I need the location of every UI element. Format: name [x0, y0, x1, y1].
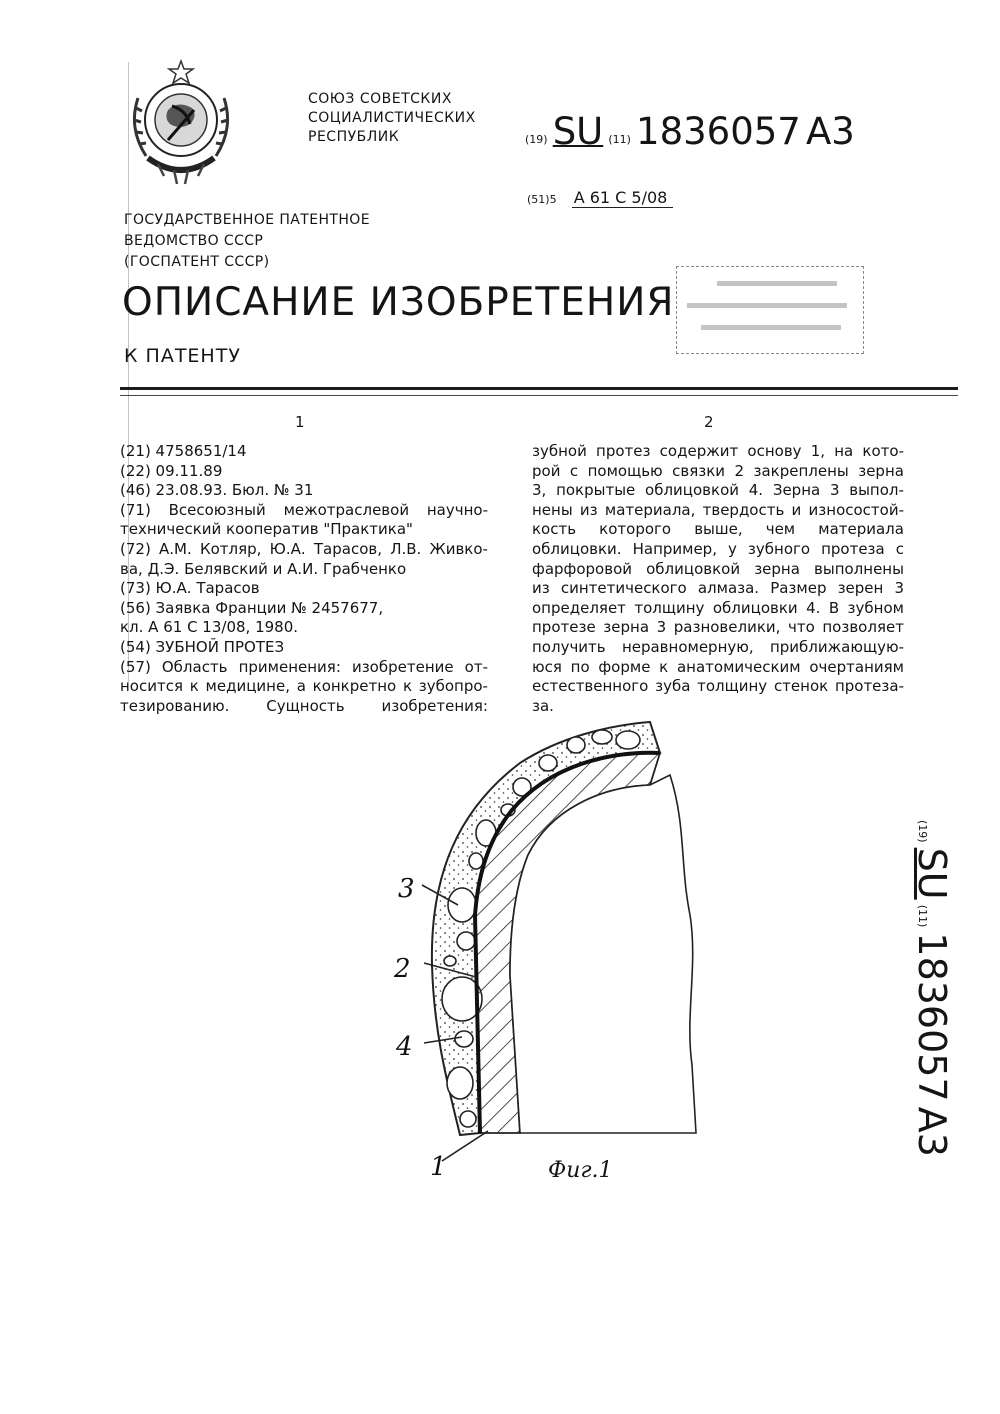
abstract-line-word: из — [579, 500, 598, 519]
bibliographic-line-word: а — [296, 677, 306, 696]
abstract-line-word: естественного — [532, 677, 649, 696]
abstract-line-word: выше, — [694, 520, 743, 539]
abstract-line-word: связки — [672, 461, 726, 480]
abstract-line-text: за. — [532, 696, 554, 715]
document-subtitle: К ПАТЕНТУ — [124, 345, 241, 367]
abstract-line — [532, 599, 904, 619]
abstract-line — [532, 540, 904, 560]
figure-caption: Фиг.1 — [548, 1158, 613, 1183]
abstract-line — [532, 520, 904, 540]
side-patent-number-value: 1836057 — [910, 932, 954, 1102]
abstract-line-word: анатомическим — [676, 657, 801, 676]
union-line-3: РЕСПУБЛИК — [308, 129, 400, 145]
agency-name — [124, 210, 370, 273]
bibliographic-line — [120, 658, 488, 678]
abstract-line — [532, 579, 904, 599]
abstract-line-word: зубного — [747, 539, 811, 558]
bibliographic-line — [120, 462, 488, 482]
bibliographic-line-word: Ю.А. — [269, 539, 306, 558]
abstract-line-word: облицовки — [712, 598, 798, 617]
abstract-line-word: неравномерную, — [621, 637, 754, 656]
abstract-line — [532, 442, 904, 462]
bibliographic-line-word: Котляр, — [199, 539, 262, 558]
side-code-19: (19) — [916, 820, 929, 843]
abstract-line-word: покрытые — [556, 481, 636, 500]
abstract-line-word: стенок — [773, 677, 829, 696]
abstract-line-word: очертаниям — [809, 657, 904, 676]
bibliographic-line-word: от- — [464, 657, 488, 676]
document-title: ОПИСАНИЕ ИЗОБРЕТЕНИЯ — [122, 280, 675, 325]
bibliographic-line-word: А.М. — [159, 539, 192, 558]
abstract-line-word: фарфоровой — [532, 559, 633, 578]
bibliographic-line-word: Всесоюзный — [168, 500, 266, 519]
side-country-code: SU — [910, 847, 954, 900]
abstract-line-word: получить — [532, 637, 606, 656]
abstract-line-word: зерна — [858, 461, 904, 480]
bibliographic-line-text: (46) 23.08.93. Бюл. № 31 — [120, 481, 314, 500]
bibliographic-line-word: изобретения: — [381, 696, 488, 715]
abstract-line-word: 3, — [532, 481, 547, 500]
abstract-line-word: 4. — [748, 481, 764, 500]
side-patent-kind: A3 — [910, 1106, 954, 1157]
bibliographic-line-text: (54) ЗУБНОЙ ПРОТЕЗ — [120, 637, 285, 656]
abstract-line-word: Например, — [632, 539, 717, 558]
abstract-line-word: помощью — [587, 461, 663, 480]
bibliographic-line-word: медицине, — [205, 677, 290, 696]
abstract-line-word: толщину — [634, 598, 705, 617]
abstract-line-word: твердость — [702, 500, 785, 519]
abstract-line-word: и — [791, 500, 802, 519]
bibliographic-line — [120, 579, 488, 599]
abstract-line-word: зуба — [655, 677, 691, 696]
abstract-line-word: зубной — [532, 442, 587, 460]
label-1: 1 — [430, 1152, 447, 1182]
bibliographic-line-word: Живко- — [429, 539, 488, 558]
bibliographic-line-text: (21) 4758651/14 — [120, 442, 247, 460]
abstract-line-word: разновелики, — [673, 618, 781, 637]
abstract-line-word: определяет — [532, 598, 626, 617]
abstract-line-word: юся — [532, 657, 562, 676]
abstract-line — [532, 462, 904, 482]
abstract-line-word: закреплены — [753, 461, 849, 480]
bibliographic-line-word: научно- — [426, 500, 488, 519]
abstract-line-word: 4. — [806, 598, 821, 617]
bibliographic-line-word: (57) — [120, 657, 151, 676]
bibliographic-line-word: конкретно — [312, 677, 397, 696]
abstract-line-word: зерна — [603, 618, 650, 637]
abstract-line-word: протеза- — [834, 677, 904, 696]
abstract-line-word: чем — [765, 520, 796, 539]
abstract-line-word: приближающую- — [769, 637, 904, 656]
bibliographic-line — [120, 442, 488, 462]
bibliographic-line-word: применения: — [238, 657, 341, 676]
bibliographic-line-word: Л.В. — [390, 539, 422, 558]
abstract-line-word: толщину — [697, 677, 768, 696]
abstract-line — [532, 481, 904, 501]
bibliographic-line-word: изобретение — [351, 657, 454, 676]
library-stamp — [676, 266, 864, 354]
label-3: 3 — [398, 874, 415, 904]
abstract-line-word: рой — [532, 461, 561, 480]
bibliographic-line-text: ва, Д.Э. Белявский и А.И. Грабченко — [120, 559, 407, 578]
bibliographic-line-word: Тарасов, — [313, 539, 382, 558]
bibliographic-line-word: Сущность — [266, 696, 345, 715]
bibliographic-line — [120, 677, 488, 697]
abstract-line-word: 3 — [656, 618, 667, 637]
bibliographic-line — [120, 501, 488, 521]
abstract-line-word: Размер — [770, 579, 827, 598]
abstract-line-word: протезе — [532, 618, 596, 637]
bibliographic-line-word: Область — [161, 657, 228, 676]
bibliographic-line-word: к — [402, 677, 413, 696]
abstract-line-word: облицовки. — [532, 539, 622, 558]
union-line-1: СОЮЗ СОВЕТСКИХ — [308, 91, 452, 107]
bibliographic-line-text: (73) Ю.А. Тарасов — [120, 579, 260, 598]
bibliographic-line — [120, 481, 488, 501]
abstract-line-word: выпол- — [849, 481, 904, 500]
header-rule — [120, 387, 958, 390]
abstract-line-word: к — [659, 657, 669, 676]
bibliographic-line-word: носится — [120, 677, 183, 696]
abstract-line-word: кото- — [862, 442, 904, 460]
abstract-line-word: облицовкой — [646, 559, 741, 578]
label-4: 4 — [396, 1032, 413, 1062]
abstract-line-word: 1, — [810, 442, 826, 460]
bibliographic-line — [120, 520, 488, 540]
abstract-line-word: износостой- — [808, 500, 904, 519]
bibliographic-line-word: тезированию. — [120, 696, 230, 715]
abstract-line-word: 3 — [829, 481, 840, 500]
abstract-line — [532, 677, 904, 697]
bibliographic-line-text: технический кооператив "Практика" — [120, 520, 413, 539]
code-19: (19) — [525, 133, 548, 146]
abstract-line-word: позволяет — [822, 618, 904, 637]
abstract-line-word: с — [569, 461, 579, 480]
abstract-line-word: 2 — [734, 461, 745, 480]
tooth-prosthesis-figure — [380, 715, 720, 1195]
bibliographic-line — [120, 599, 488, 619]
abstract-line-word: облицовкой — [645, 481, 740, 500]
union-line-2: СОЦИАЛИСТИЧЕСКИХ — [308, 110, 476, 126]
country-code: SU — [552, 110, 604, 153]
abstract-line — [532, 560, 904, 580]
bibliographic-line — [120, 560, 488, 580]
abstract-line-word: протеза — [821, 539, 885, 558]
ussr-emblem-icon — [118, 58, 244, 190]
abstract-column — [532, 442, 904, 716]
abstract-line-word: у — [728, 539, 737, 558]
agency-line-3: (ГОСПАТЕНТ СССР) — [124, 254, 270, 270]
ipc-value: A 61 C 5/08 — [572, 188, 674, 208]
abstract-line — [532, 501, 904, 521]
bibliographic-line-word: (72) — [120, 539, 151, 558]
patent-kind: A3 — [805, 110, 855, 153]
bibliographic-line-word: зубопро- — [418, 677, 488, 696]
abstract-line — [532, 658, 904, 678]
label-2: 2 — [394, 954, 411, 984]
side-patent-number — [912, 820, 972, 1200]
abstract-line-word: нены — [532, 500, 573, 519]
abstract-line-word: 3 — [894, 579, 904, 598]
abstract-line-word: на — [834, 442, 854, 460]
column-number-1: 1 — [295, 413, 305, 431]
bibliographic-line-word: к — [189, 677, 199, 696]
bibliographic-line — [120, 540, 488, 560]
header-rule-thin — [120, 395, 958, 396]
bibliographic-line — [120, 697, 488, 717]
column-number-2: 2 — [704, 413, 714, 431]
abstract-line-word: содержит — [659, 442, 739, 460]
agency-line-1: ГОСУДАРСТВЕННОЕ ПАТЕНТНОЕ — [124, 212, 370, 228]
bibliographic-line — [120, 618, 488, 638]
country-name — [308, 90, 476, 147]
abstract-line-word: алмаза. — [697, 579, 760, 598]
abstract-line-word: кость — [532, 520, 577, 539]
agency-line-2: ВЕДОМСТВО СССР — [124, 233, 264, 249]
abstract-line-word: зубном — [847, 598, 904, 617]
abstract-line — [532, 697, 904, 717]
ipc-code: (51)5 — [527, 193, 557, 206]
abstract-line-word: зерна — [754, 559, 800, 578]
bibliographic-line-text: (22) 09.11.89 — [120, 461, 223, 480]
abstract-line-word: с — [895, 539, 904, 558]
abstract-line-word: материала, — [604, 500, 696, 519]
abstract-line-word: основу — [747, 442, 802, 460]
patent-number: 1836057 — [636, 110, 801, 153]
bibliographic-line — [120, 638, 488, 658]
code-11: (11) — [608, 133, 631, 146]
bibliographic-line-text: (56) Заявка Франции № 2457677, — [120, 598, 384, 617]
abstract-line-word: протез — [596, 442, 651, 460]
bibliographic-line-word: (71) — [120, 500, 151, 519]
abstract-line-word: из — [532, 579, 550, 598]
abstract-line-word: В — [828, 598, 840, 617]
abstract-line-word: что — [788, 618, 815, 637]
abstract-line-word: зерен — [837, 579, 884, 598]
abstract-line-word: выполнены — [814, 559, 904, 578]
bibliographic-line-text: кл. А 61 С 13/08, 1980. — [120, 618, 299, 637]
ipc-classification — [527, 188, 673, 207]
abstract-line-word: синтетического — [560, 579, 687, 598]
abstract-line-word: по — [570, 657, 590, 676]
abstract-line-word: которого — [599, 520, 672, 539]
bibliographic-line-word: межотраслевой — [283, 500, 410, 519]
side-code-11: (11) — [916, 904, 929, 928]
bibliographic-column — [120, 442, 488, 716]
abstract-line — [532, 618, 904, 638]
abstract-line — [532, 638, 904, 658]
patent-number-block — [525, 110, 855, 153]
abstract-line-word: форме — [598, 657, 651, 676]
abstract-line-word: Зерна — [772, 481, 821, 500]
abstract-line-word: материала — [818, 520, 904, 539]
